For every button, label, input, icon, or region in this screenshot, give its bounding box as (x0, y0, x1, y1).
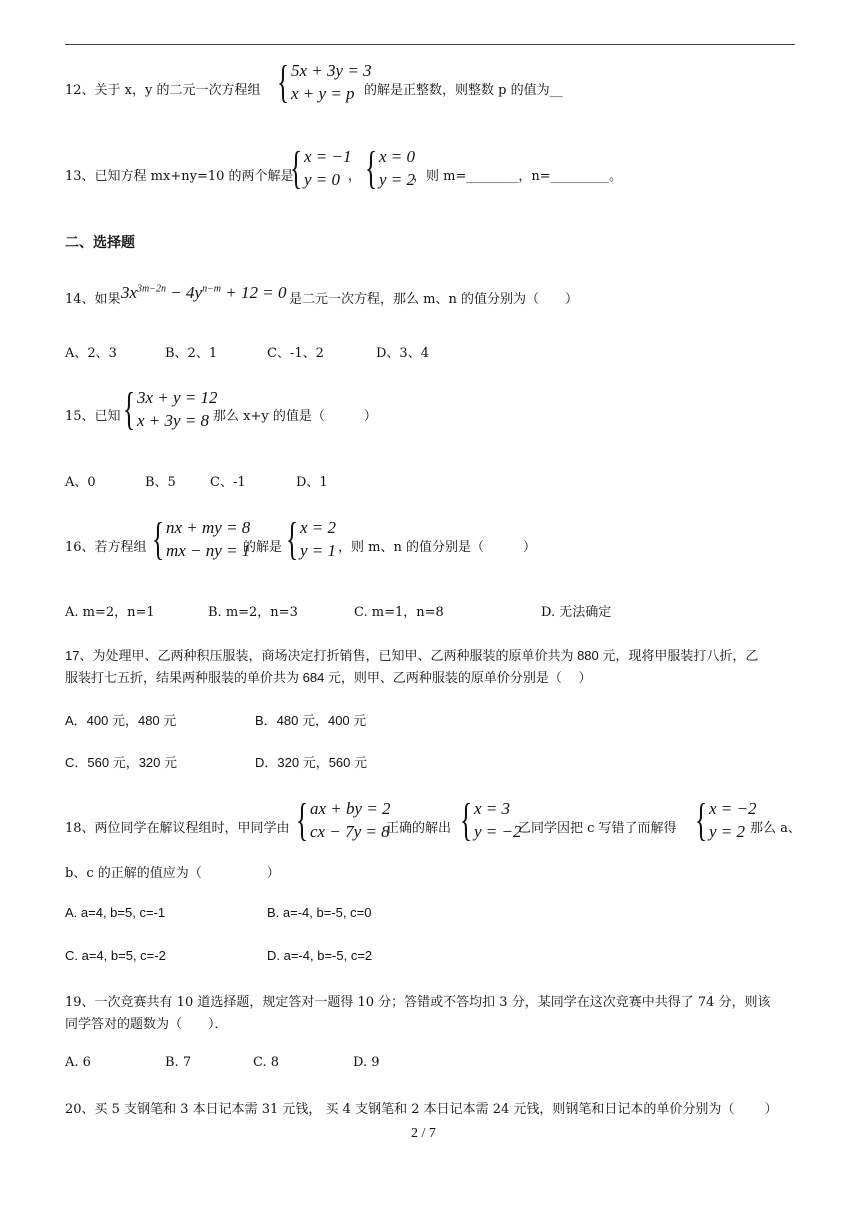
q13-s1-eq1: x = −1 (304, 147, 352, 166)
q16-text-after: ，则 m、n 的值分别是（ ） (338, 540, 536, 555)
section-title: 二、选择题 (65, 235, 135, 251)
q14-expression (121, 283, 287, 303)
q13-brace-2: { (365, 142, 378, 193)
q18-brace-2: { (460, 794, 473, 845)
q14-expr-b: − 4y (166, 283, 203, 302)
q14-prefix: 14、如果 (65, 292, 121, 307)
q16-sol1: x = 2 (300, 518, 337, 537)
q15-text-before: 15、已知 (65, 409, 121, 424)
q18-equation-system (296, 794, 391, 845)
q15-text-after: 那么 x+y 的值是（ ） (213, 409, 377, 424)
q15-brace: { (123, 383, 136, 434)
q18-text-before: 18、两位同学在解议程组时，甲同学由 (65, 821, 290, 836)
q18-wrong2: y = 2 (709, 822, 746, 841)
q14-expr-c: + 12 = 0 (221, 283, 287, 302)
q17-line-2: 服装打七五折，结果两种服装的单价共为 684 元，则甲、乙两种服装的原单价分别是（ ） (65, 670, 592, 685)
q18-text-after: 那么 a、 (750, 821, 801, 836)
q16-solution (286, 513, 337, 564)
q18-sol1: x = 3 (474, 799, 511, 818)
q16-option-b: B. m=2，n=3 (208, 605, 298, 620)
q18-eq2: cx − 7y = 8 (310, 822, 390, 841)
q14-option-b: B、2、1 (165, 346, 218, 361)
q19-option-b: B. 7 (165, 1055, 192, 1070)
q16-brace-1: { (152, 513, 165, 564)
q12-eq2: x + y = p (291, 84, 355, 103)
q18-wrong-solution (695, 794, 757, 845)
q16-option-c: C. m=1，n=8 (354, 605, 444, 620)
q18-eq1: ax + by = 2 (310, 799, 391, 818)
q14-expr-a: 3x (121, 283, 138, 302)
q16-eq1: nx + my = 8 (166, 518, 251, 537)
q18-option-b: B. a=-4, b=-5, c=0 (267, 905, 372, 920)
q14-option-a: A、2、3 (65, 346, 117, 361)
q17-option-b: B．480 元，400 元 (255, 713, 367, 728)
q16-eq2: mx − ny = 1 (166, 541, 251, 560)
q13-solution-2 (365, 142, 416, 193)
q16-text-before: 16、若方程组 (65, 540, 147, 555)
q15-eq2: x + 3y = 8 (137, 411, 210, 430)
q18-option-d: D. a=-4, b=-5, c=2 (267, 948, 373, 963)
q18-brace-1: { (296, 794, 309, 845)
q16-option-a: A. m=2，n=1 (65, 605, 155, 620)
q13-solution-1 (290, 142, 352, 193)
q19-option-a: A. 6 (65, 1055, 91, 1070)
q18-brace-3: { (695, 794, 708, 845)
q20-line-1: 20、买 5 支钢笔和 3 本日记本需 31 元钱， 买 4 支钢笔和 2 本日记本需 24 元钱，则钢笔和日记本的单价分别为（ ） (65, 1102, 778, 1117)
q18-sol2: y = −2 (474, 822, 522, 841)
q18-text-mid-1: 正确的解出 (386, 821, 452, 836)
page-number: 2 / 7 (411, 1126, 436, 1141)
q15-option-a: A、0 (65, 475, 96, 490)
q16-sol2: y = 1 (300, 541, 337, 560)
q18-option-a: A. a=4, b=5, c=-1 (65, 905, 166, 920)
q15-eq1: 3x + y = 12 (137, 388, 218, 407)
q15-equation-system (123, 383, 218, 434)
q13-s2-eq1: x = 0 (379, 147, 416, 166)
q15-option-c: C、-1 (210, 475, 246, 490)
q13-comma: ， (348, 169, 362, 184)
q16-brace-2: { (286, 513, 299, 564)
q19-line-1: 19、一次竞赛共有 10 道选择题，规定答对一题得 10 分；答错或不答均扣 3 分，某同学在这次竞赛中共得了 74 分，则该 (65, 995, 771, 1010)
q12-eq1: 5x + 3y = 3 (291, 61, 372, 80)
q19-line-2: 同学答对的题数为（ ）． (65, 1017, 228, 1032)
q18-line-2: b、c 的正解的值应为（ ） (65, 866, 280, 881)
q13-brace-1: { (290, 142, 303, 193)
q12-text-after: 的解是正整数，则整数 p 的值为__ (364, 83, 563, 98)
q12-text-before: 12、关于 x，y 的二元一次方程组 (65, 83, 261, 98)
header-rule (65, 44, 795, 45)
q18-option-c: C. a=4, b=5, c=-2 (65, 948, 166, 963)
q16-equation-system (152, 513, 251, 564)
q16-text-mid: 的解是 (243, 540, 283, 555)
q14-option-c: C、-1、2 (267, 346, 324, 361)
q15-option-b: B、5 (145, 475, 176, 490)
q15-option-d: D、1 (296, 475, 328, 490)
q16-option-d: D. 无法确定 (541, 605, 612, 620)
q19-option-c: C. 8 (253, 1055, 280, 1070)
q18-text-mid-2: 乙同学因把 c 写错了而解得 (518, 821, 677, 836)
q19-option-d: D. 9 (353, 1055, 380, 1070)
q13-s1-eq2: y = 0 (304, 170, 341, 189)
q14-sup-b: n−m (202, 283, 222, 295)
q18-wrong1: x = −2 (709, 799, 757, 818)
q13-text-before: 13、已知方程 mx+ny=10 的两个解是 (65, 169, 294, 184)
q13-s2-eq2: y = 2 (379, 170, 416, 189)
q17-option-a: A．400 元，480 元 (65, 713, 177, 728)
q12-equation-system (277, 56, 372, 107)
q14-text-after: 是二元一次方程，那么 m、n 的值分别为（ ） (289, 292, 578, 307)
q18-correct-solution (460, 794, 522, 845)
q17-option-d: D．320 元，560 元 (255, 755, 367, 770)
q14-option-d: D、3、4 (376, 346, 429, 361)
q17-option-c: C．560 元，320 元 (65, 755, 177, 770)
q14-sup-a: 3m−2n (137, 283, 167, 295)
q13-text-after: ，则 m=________，n=_________。 (413, 169, 623, 184)
q17-line-1: 17、为处理甲、乙两种积压服装，商场决定打折销售，已知甲、乙两种服装的原单价共为 880 元，现将甲服装打八折，乙 (65, 648, 759, 663)
q12-brace: { (277, 56, 290, 107)
